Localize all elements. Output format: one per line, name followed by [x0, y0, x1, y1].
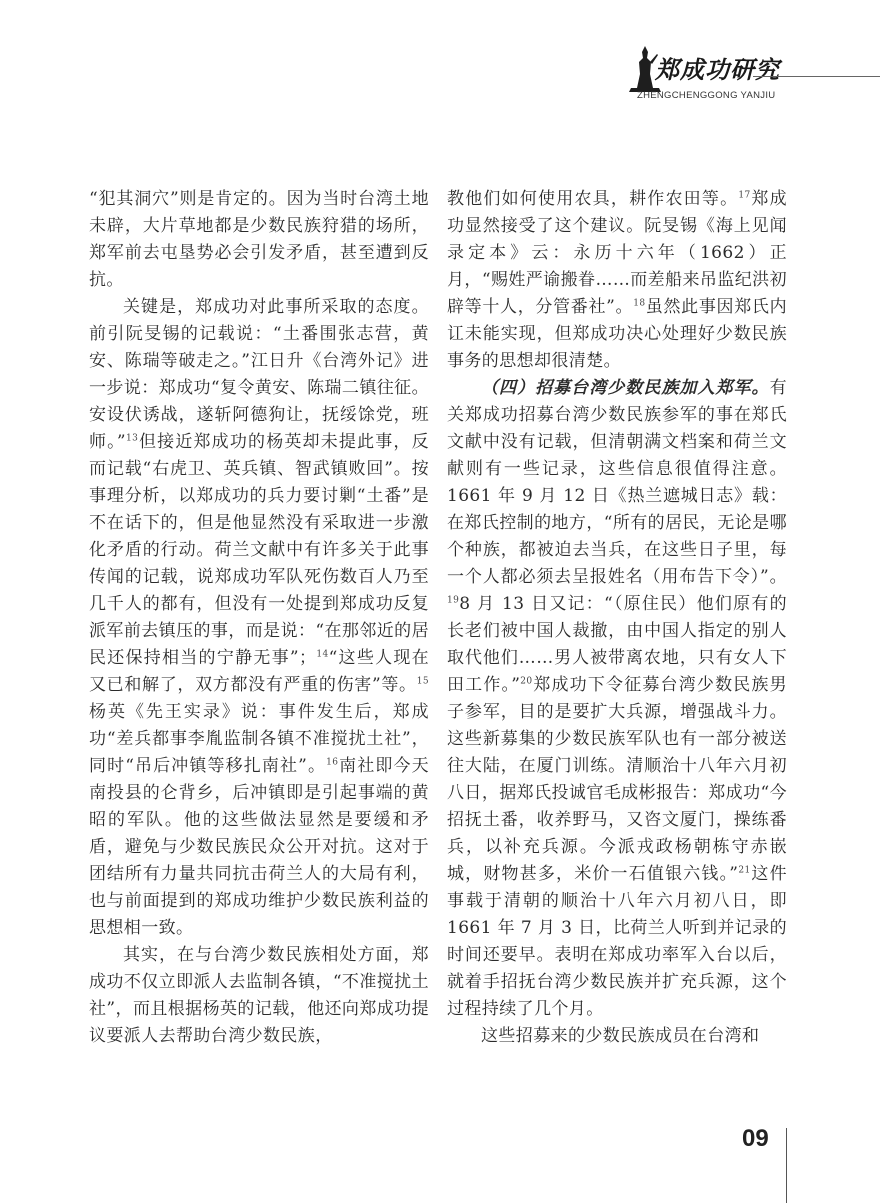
footnote-ref: 13 [125, 433, 139, 444]
right-column [447, 186, 787, 1050]
paragraph [447, 375, 787, 1023]
body-text: 郑成功显然接受了这个建议。阮旻锡《海上见闻录定本》云：永历十六年（1662）正月，“赐姓严谕搬眷……而差船来吊监纪洪初辟等十人，分管番社”。 [447, 189, 787, 317]
footnote-ref: 18 [633, 298, 646, 309]
footnote-ref: 19 [447, 595, 460, 606]
body-text: 杨英《先王实录》说：事件发生后，郑成功“差兵都事李胤监制各镇不准搅扰土社”，同时“吊后冲镇等移扎南社”。 [89, 702, 429, 776]
section-subheading: （四）招募台湾少数民族加入郑军。 [481, 378, 770, 398]
page-number: 09 [742, 1125, 769, 1152]
body-text: 这件事载于清朝的顺治十八年六月初八日，即 1661 年 7 月 3 日，比荷兰人听到并记录的时间还要早。表明在郑成功率军入台以后，就着手招抚台湾少数民族并扩充兵源，这个过程持续了几个月。 [447, 864, 787, 1019]
footnote-ref: 15 [416, 676, 429, 687]
body-text: “犯其洞穴”则是肯定的。因为当时台湾土地未辟，大片草地都是少数民族狩猎的场所，郑军前去屯垦势必会引发矛盾，甚至遭到反抗。 [89, 189, 429, 290]
journal-title: 郑成功研究 [655, 55, 780, 84]
body-text: 虽然此事因郑氏内讧未能实现，但郑成功决心处理好少数民族事务的思想却很清楚。 [447, 297, 788, 371]
paragraph [447, 1023, 787, 1050]
body-text: 有关郑成功招募台湾少数民族参军的事在郑氏文献中没有记载，但清朝满文档案和荷兰文献则有一些记录，这些信息很值得注意。1661 年 9 月 12 日《热兰遮城日志》载：在郑氏控制的地方，“所有的居民，无论是哪个种族，都被迫去当兵，在这些日子里，每一个人都必须去呈报姓名（用布告下令）”。 [447, 378, 787, 587]
left-column [89, 186, 429, 1050]
body-text: 南社即今天南投县的仑背乡，后冲镇即是引起事端的黄昭的军队。他的这些做法显然是要缓和矛盾，避免与少数民族民众公开对抗。这对于团结所有力量共同抗击荷兰人的大局有利，也与前面提到的郑成功维护少数民族利益的思想相一致。 [89, 756, 430, 938]
body-text: “这些人现在又已和解了，双方都没有严重的伤害”等。 [89, 648, 429, 695]
footnote-ref: 17 [738, 190, 751, 201]
paragraph [89, 186, 429, 294]
paragraph [89, 294, 429, 942]
body-text: 教他们如何使用农具，耕作农田等。 [447, 189, 739, 209]
footnote-ref: 16 [326, 757, 339, 768]
footnote-ref: 14 [316, 649, 329, 660]
body-text: 但接近郑成功的杨英却未提此事，反而记载“右虎卫、英兵镇、智武镇败回”。按事理分析，以郑成功的兵力要讨剿“土番”是不在话下的，但是他显然没有采取进一步激化矛盾的行动。荷兰文献中有许多关于此事传闻的记载，说郑成功军队死伤数百人乃至几千人的都有，但没有一处提到郑成功反复派军前去镇压的事，而是说：“在那邻近的居民还保持相当的宁静无事”； [89, 432, 429, 668]
body-text: 这些招募来的少数民族成员在台湾和 [481, 1026, 760, 1046]
header-rule [753, 76, 880, 77]
body-text: 8 月 13 日又记：“（原住民）他们原有的长老们被中国人裁撤，由中国人指定的别人取代他们……男人被带离农地，只有女人下田工作。” [447, 594, 787, 695]
footnote-ref: 20 [520, 676, 533, 687]
body-text: 其实，在与台湾少数民族相处方面，郑成功不仅立即派人去监制各镇，“不准搅扰土社”，而且根据杨英的记载，他还向郑成功提议要派人去帮助台湾少数民族， [89, 945, 429, 1046]
body-text: 郑成功下令征募台湾少数民族男子参军，目的是要扩大兵源，增强战斗力。这些新募集的少数民族军队也有一部分被送往大陆，在厦门训练。清顺治十八年六月初八日，据郑氏投诚官毛成彬报告：郑成功“今招抚土番，收养野马，又咨文厦门，操练番兵，以补充兵源。今派戎政杨朝栋守赤嵌城，财物甚多，米价一石值银六钱。” [447, 675, 787, 884]
footer-rule [786, 1128, 787, 1203]
paragraph [89, 942, 429, 1050]
paragraph [447, 186, 787, 375]
journal-subtitle: ZHENGCHENGGONG YANJIU [637, 90, 776, 101]
journal-header [615, 40, 880, 110]
body-text: 关键是，郑成功对此事所采取的态度。前引阮旻锡的记载说：“土番围张志营，黄安、陈瑞等破走之。”江日升《台湾外记》进一步说：郑成功“复令黄安、陈瑞二镇往征。安设伏诱战，遂斩阿德狗让，抚绥馀党，班师。” [89, 297, 429, 452]
footnote-ref: 21 [738, 865, 751, 876]
